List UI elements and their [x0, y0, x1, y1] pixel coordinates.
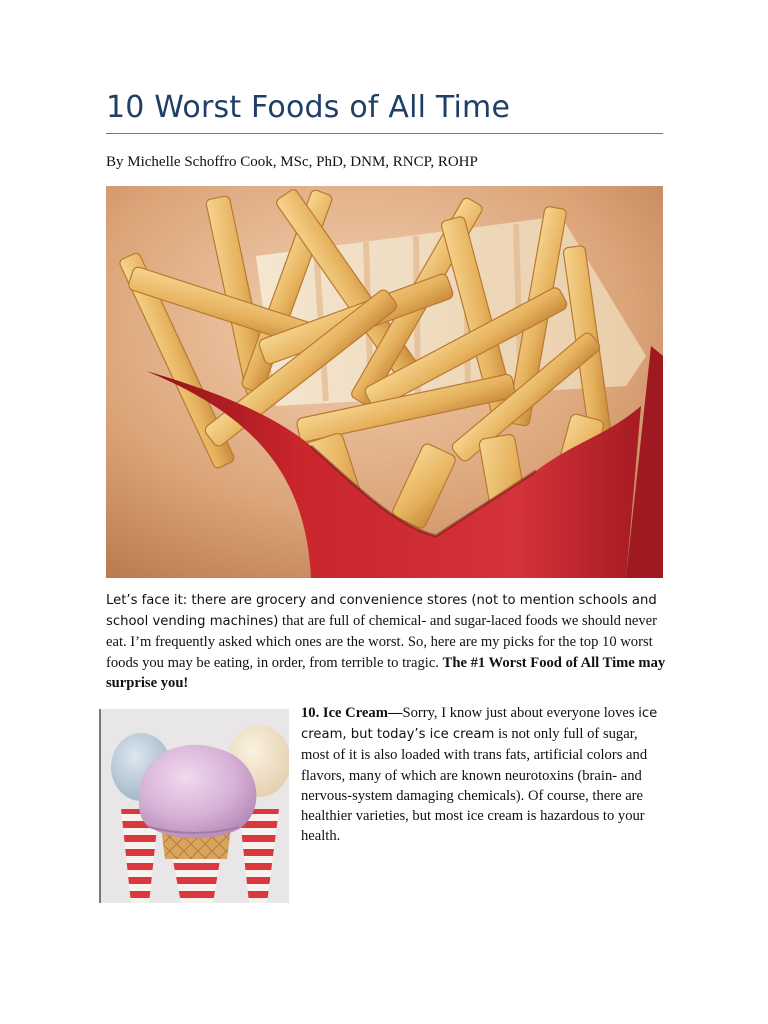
byline: By Michelle Schoffro Cook, MSc, PhD, DNM, RNCP, ROHP: [106, 154, 478, 170]
item-10-text-part1: Sorry, I know just about everyone loves: [402, 705, 639, 721]
page-title: 10 Worst Foods of All Time: [106, 90, 511, 125]
item-10-paragraph: [301, 703, 663, 846]
item-10-text-part2: ice cream, but today’s ice cream: [301, 706, 658, 743]
item-10-heading: 10. Ice Cream—: [301, 705, 403, 721]
intro-text-part2: that are full of chemical- and sugar-laced foods we should never eat. I’m frequently asked which ones are the worst. So, here are my picks for the top 10 worst foods you may be eating, in order, from terrible to tragic.: [106, 613, 657, 671]
intro-highlight: The #1 Worst Food of All Time may surprise you!: [106, 654, 666, 691]
intro-text-part1: Let’s face it: there are grocery and convenience stores (not to mention schools and school vending machines): [106, 593, 657, 630]
item-10-text-part3: is not only full of sugar, most of it is also loaded with trans fats, artificial colors and flavors, many of which are known neurotoxins (brain- and nervous-system damaging chemicals). Of course, there are healthier varieties, but most ice cream is hazardous to your health.: [301, 726, 648, 845]
french-fries-photo: [106, 186, 663, 578]
title-underline: [106, 133, 663, 134]
intro-paragraph: [106, 590, 666, 693]
ice-cream-cones-photo: [99, 709, 289, 903]
